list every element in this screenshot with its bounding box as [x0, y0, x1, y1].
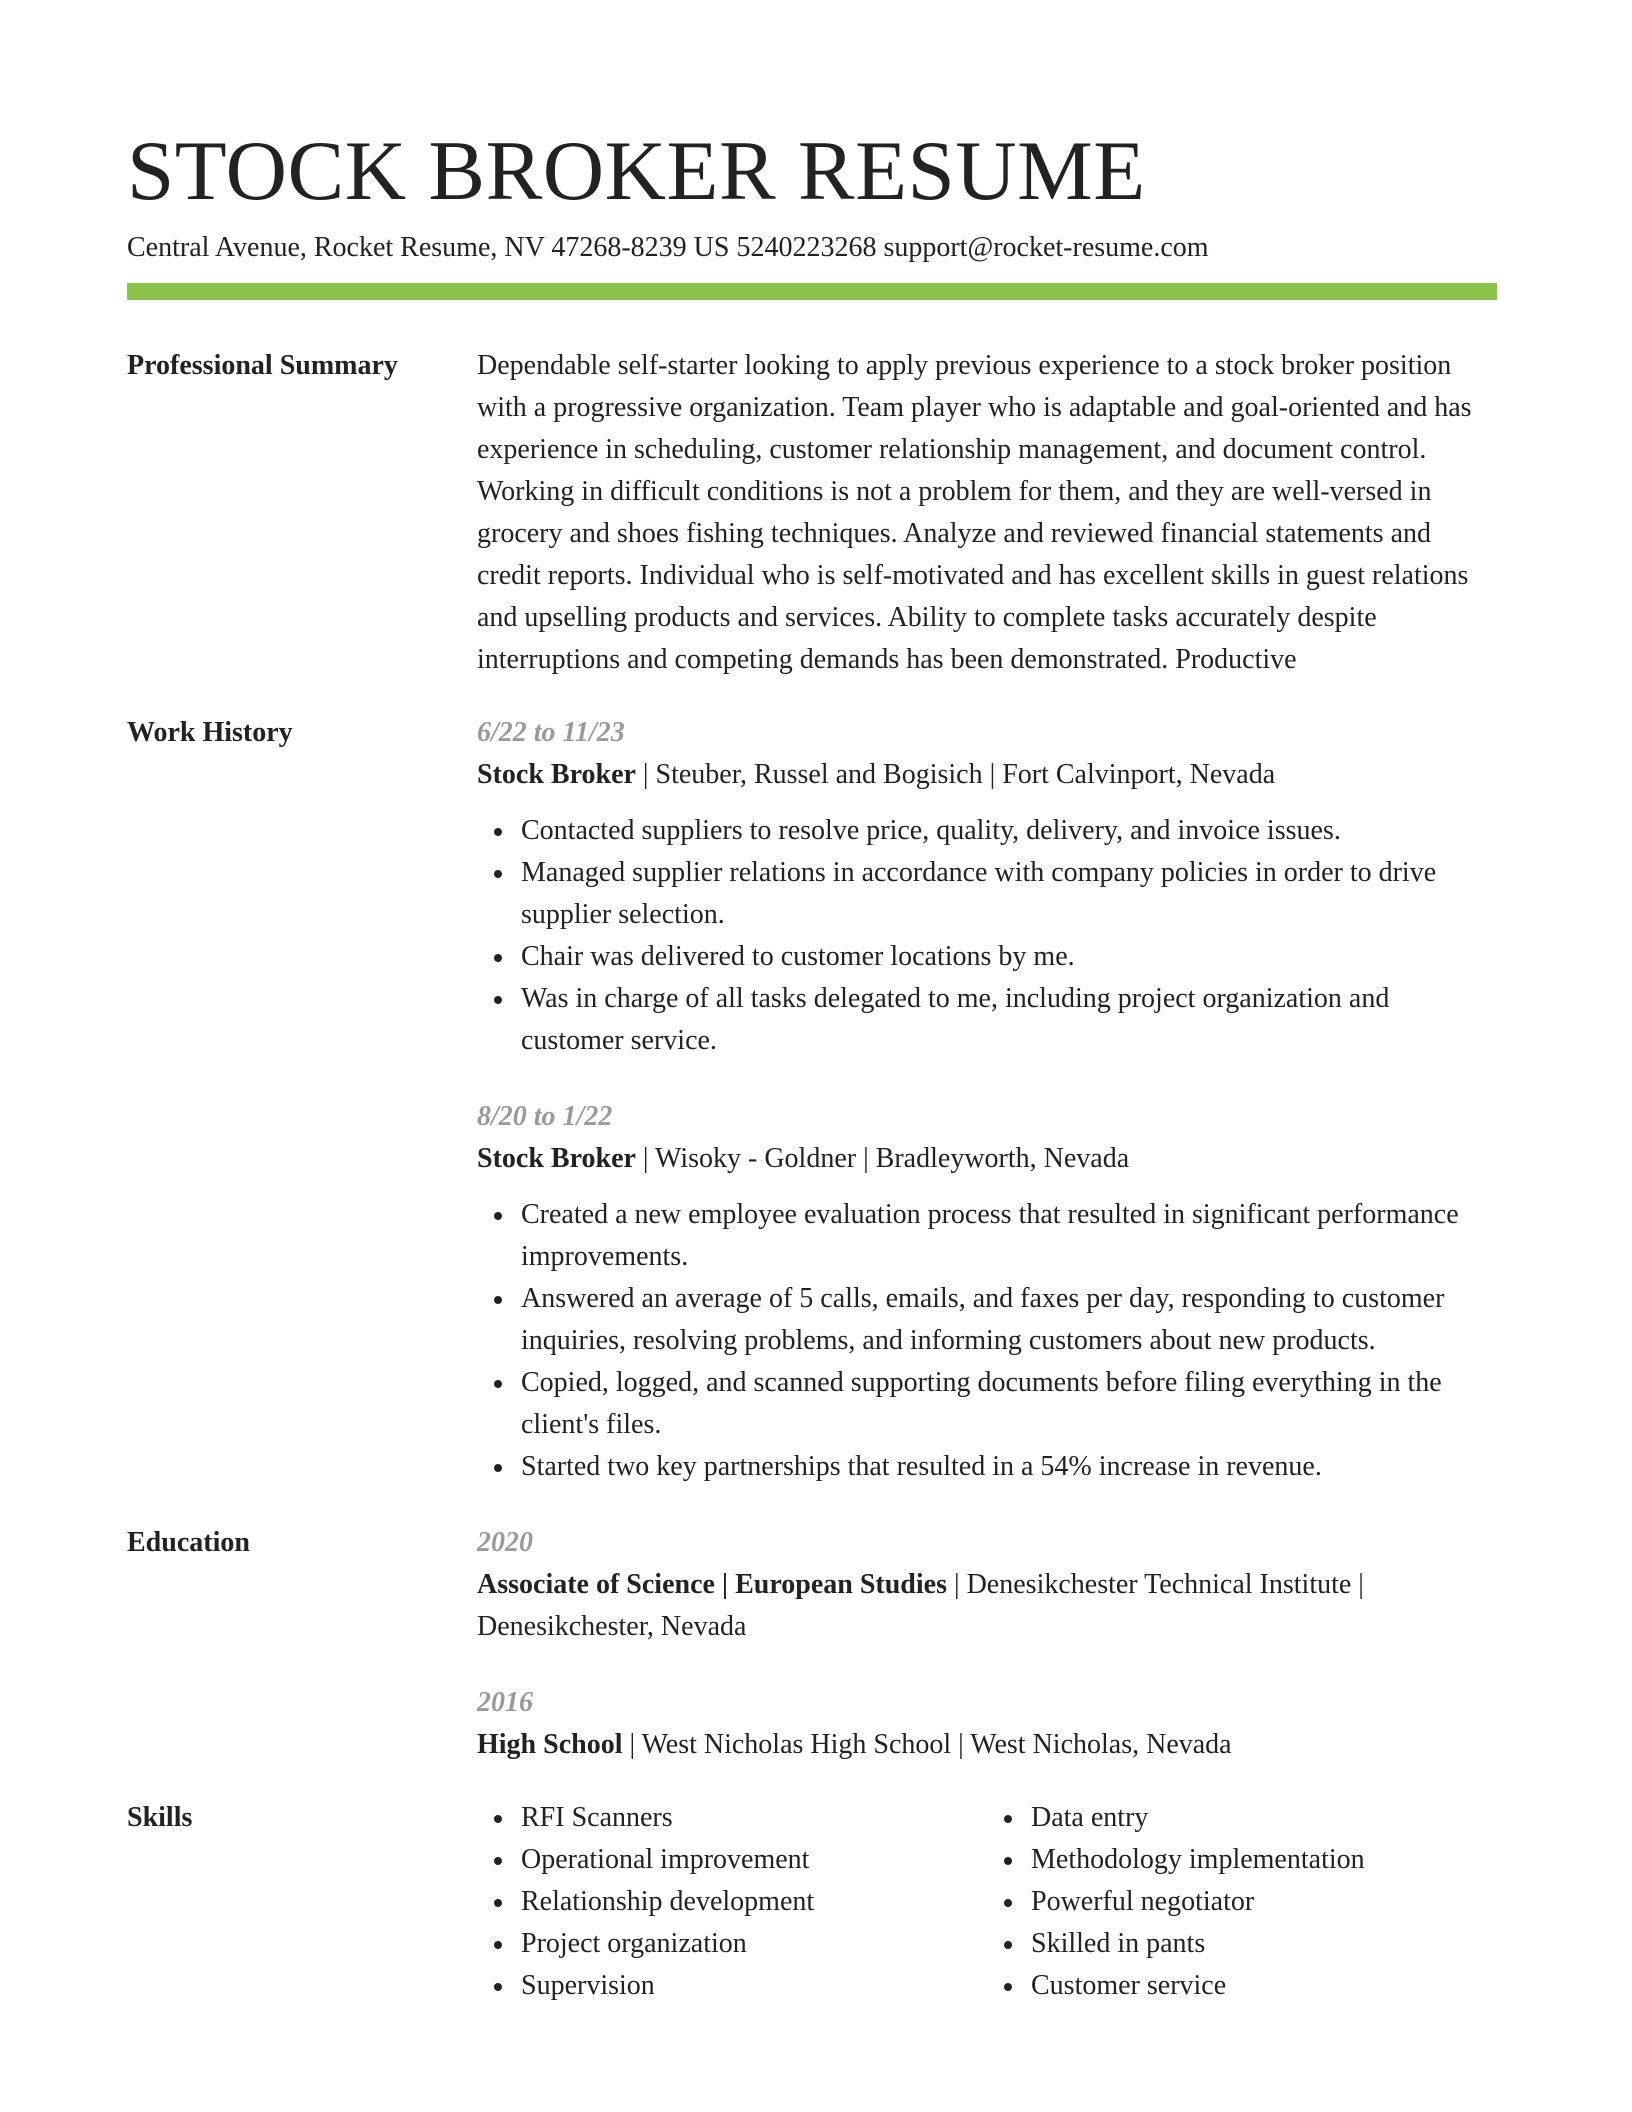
education-date: 2016	[477, 1687, 533, 1718]
skills-heading: Skills	[127, 1802, 193, 1833]
job-date: 8/20 to 1/22	[477, 1101, 613, 1132]
education-date: 2020	[477, 1527, 533, 1558]
skill-item: Customer service	[1031, 1965, 1497, 2007]
job-bullet: Managed supplier relations in accordance with company policies in order to drive supplier selection.	[521, 852, 1497, 936]
education-entry	[477, 1682, 1497, 1766]
education-entry	[477, 1522, 1497, 1648]
education-details: | Denesikchester Technical Institute | Denesikchester, Nevada	[477, 1569, 1364, 1642]
work-history-heading: Work History	[127, 717, 293, 748]
job-bullet: Answered an average of 5 calls, emails, and faxes per day, responding to customer inquiries, resolving problems, and informing customers about new products.	[521, 1278, 1497, 1362]
skills-columns	[477, 1797, 1497, 2007]
education-details: | West Nicholas High School | West Nicholas, Nevada	[622, 1729, 1232, 1760]
summary-heading: Professional Summary	[127, 350, 398, 381]
page-title: STOCK BROKER RESUME	[127, 124, 1146, 218]
skill-item: Powerful negotiator	[1031, 1881, 1497, 1923]
skills-body	[477, 1797, 1497, 2007]
skill-item: Relationship development	[521, 1881, 987, 1923]
job-title: Stock Broker	[477, 1143, 636, 1174]
skill-item: Skilled in pants	[1031, 1923, 1497, 1965]
summary-text: Dependable self-starter looking to apply previous experience to a stock broker position with a progressive organization. Team player who is adaptable and goal-oriented and has experience in scheduling, customer relationship management, and document control. Working in difficult conditions is not a problem for them, and they are well-versed in grocery and shoes fishing techniques. Analyze and reviewed financial statements and credit reports. Individual who is self-motivated and has excellent skills in guest relations and upselling products and services. Ability to complete tasks accurately despite interruptions and competing demands has been demonstrated. Productive	[477, 350, 1472, 675]
skill-item: Supervision	[521, 1965, 987, 2007]
job-details: | Wisoky - Goldner | Bradleyworth, Nevada	[635, 1143, 1130, 1174]
job-bullet: Started two key partnerships that resulted in a 54% increase in revenue.	[521, 1446, 1497, 1488]
skill-item: Data entry	[1031, 1797, 1497, 1839]
education-heading: Education	[127, 1527, 250, 1558]
job-entry	[477, 1096, 1497, 1488]
education-degree: High School	[477, 1729, 623, 1760]
skills-list-left	[477, 1797, 987, 2007]
skill-item: Methodology implementation	[1031, 1839, 1497, 1881]
job-title: Stock Broker	[477, 759, 636, 790]
job-bullet: Contacted suppliers to resolve price, quality, delivery, and invoice issues.	[521, 810, 1497, 852]
job-bullet: Chair was delivered to customer locations by me.	[521, 936, 1497, 978]
job-role-line	[477, 1138, 1497, 1180]
job-date: 6/22 to 11/23	[477, 717, 625, 748]
skill-item: RFI Scanners	[521, 1797, 987, 1839]
work-history-body	[477, 712, 1497, 1488]
contact-line: Central Avenue, Rocket Resume, NV 47268-8239 US 5240223268 support@rocket-resume.com	[127, 232, 1209, 263]
job-entry	[477, 712, 1497, 1062]
job-bullet: Was in charge of all tasks delegated to me, including project organization and customer service.	[521, 978, 1497, 1062]
education-line	[477, 1724, 1497, 1766]
job-role-line	[477, 754, 1497, 796]
accent-divider	[127, 283, 1497, 300]
education-line	[477, 1564, 1497, 1648]
job-bullet-list	[477, 810, 1497, 1062]
job-bullet: Created a new employee evaluation process that resulted in significant performance improvements.	[521, 1194, 1497, 1278]
job-bullet-list	[477, 1194, 1497, 1488]
job-details: | Steuber, Russel and Bogisich | Fort Calvinport, Nevada	[635, 759, 1276, 790]
skills-list-right	[987, 1797, 1497, 2007]
education-degree: Associate of Science | European Studies	[477, 1569, 947, 1600]
skill-item: Operational improvement	[521, 1839, 987, 1881]
summary-body	[477, 345, 1497, 681]
job-bullet: Copied, logged, and scanned supporting documents before filing everything in the client's files.	[521, 1362, 1497, 1446]
skill-item: Project organization	[521, 1923, 987, 1965]
education-body	[477, 1522, 1497, 1766]
